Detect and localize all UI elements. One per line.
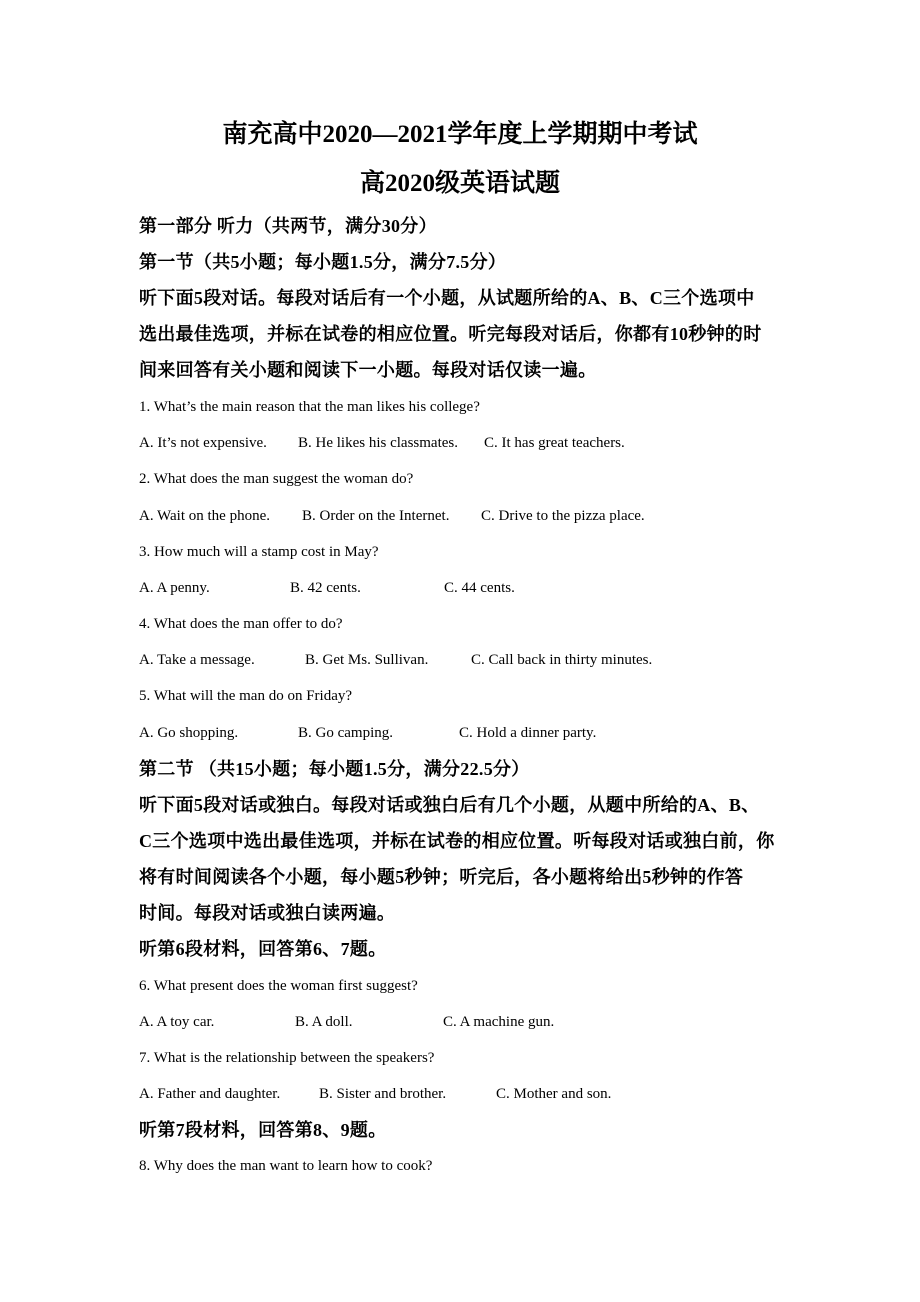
option-c: C. It has great teachers. bbox=[484, 435, 625, 451]
material-heading: 听第6段材料，回答第6、7题。 bbox=[139, 939, 387, 959]
exam-title: 南充高中2020—2021学年度上学期期中考试 bbox=[222, 121, 698, 148]
option-b: B. 42 cents. bbox=[290, 580, 361, 596]
instruction-line: 将有时间阅读各个小题，每小题5秒钟；听完后，各小题将给出5秒钟的作答 bbox=[139, 867, 744, 887]
instruction-line: 间来回答有关小题和阅读下一小题。每段对话仅读一遍。 bbox=[139, 360, 597, 380]
part-heading: 第一部分 听力（共两节，满分30分） bbox=[139, 216, 437, 236]
option-b: B. A doll. bbox=[295, 1014, 353, 1030]
option-b: B. Go camping. bbox=[298, 725, 393, 741]
section1-heading: 第一节（共5小题；每小题1.5分，满分7.5分） bbox=[139, 252, 507, 272]
instruction-line: 选出最佳选项，并标在试卷的相应位置。听完每段对话后，你都有10秒钟的时 bbox=[139, 324, 762, 344]
material-heading: 听第7段材料，回答第8、9题。 bbox=[139, 1120, 387, 1140]
option-b: B. Get Ms. Sullivan. bbox=[305, 652, 429, 668]
option-c: C. Call back in thirty minutes. bbox=[471, 652, 653, 668]
option-b: B. He likes his classmates. bbox=[298, 435, 458, 451]
option-a: A. Go shopping. bbox=[139, 725, 239, 741]
option-c: C. A machine gun. bbox=[443, 1014, 555, 1030]
question: 3. How much will a stamp cost in May? bbox=[139, 544, 379, 560]
question: 6. What present does the woman first suggest? bbox=[139, 978, 418, 994]
option-a: A. A penny. bbox=[139, 580, 210, 596]
question: 7. What is the relationship between the speakers? bbox=[139, 1050, 435, 1066]
option-a: A. A toy car. bbox=[139, 1014, 215, 1030]
option-c: C. 44 cents. bbox=[444, 580, 515, 596]
question: 1. What’s the main reason that the man likes his college? bbox=[139, 399, 480, 415]
instruction-line: 听下面5段对话或独白。每段对话或独白后有几个小题，从题中所给的A、B、 bbox=[139, 795, 760, 815]
instruction-line: 时间。每段对话或独白读两遍。 bbox=[139, 903, 396, 923]
exam-subtitle: 高2020级英语试题 bbox=[359, 170, 560, 197]
option-a: A. It’s not expensive. bbox=[139, 435, 267, 451]
question: 5. What will the man do on Friday? bbox=[139, 688, 353, 704]
section2-heading: 第二节 （共15小题；每小题1.5分，满分22.5分） bbox=[139, 759, 530, 779]
instruction-line: C三个选项中选出最佳选项，并标在试卷的相应位置。听每段对话或独白前，你 bbox=[139, 831, 775, 851]
option-c: C. Mother and son. bbox=[496, 1086, 612, 1102]
option-b: B. Sister and brother. bbox=[319, 1086, 447, 1102]
option-a: A. Father and daughter. bbox=[139, 1086, 281, 1102]
option-a: A. Take a message. bbox=[139, 652, 255, 668]
question: 2. What does the man suggest the woman do? bbox=[139, 471, 414, 487]
option-c: C. Drive to the pizza place. bbox=[481, 508, 645, 524]
question: 8. Why does the man want to learn how to cook? bbox=[139, 1158, 433, 1174]
option-b: B. Order on the Internet. bbox=[302, 508, 450, 524]
option-c: C. Hold a dinner party. bbox=[459, 725, 597, 741]
question: 4. What does the man offer to do? bbox=[139, 616, 343, 632]
instruction-line: 听下面5段对话。每段对话后有一个小题，从试题所给的A、B、C三个选项中 bbox=[139, 288, 755, 308]
option-a: A. Wait on the phone. bbox=[139, 508, 270, 524]
